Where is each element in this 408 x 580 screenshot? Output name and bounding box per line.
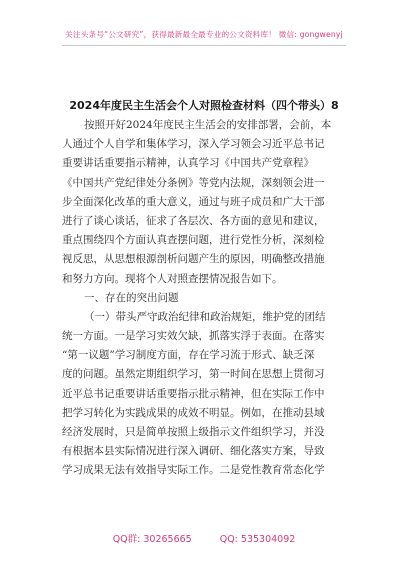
body-line: 进行了谈心谈话，征求了各层次、各方面的意见和建议， — [62, 214, 325, 227]
body-line: 步全面深化改革的重大意义，通过与班子成员和广大干部 — [62, 195, 325, 208]
footer-contacts — [0, 531, 408, 545]
body-line: 经济发展时，只是简单按照上级指示文件组织学习，并没 — [62, 426, 325, 438]
body-line: “第一议题”学习制度方面，存在学习流于形式、缺乏深 — [62, 349, 315, 362]
body-line: 重点围绕四个方面认真查摆问题，进行党性分析，深刻检 — [62, 234, 325, 247]
body-line: 《中国共产党纪律处分条例》等党内法规，深刻领会进一 — [62, 176, 325, 189]
header-divider — [62, 45, 346, 46]
body-line: 人通过个人自学和集体学习，深入学习领会习近平总书记 — [62, 138, 325, 151]
body-line: 有根据本县实际情况进行深入调研、细化落实方案，导致 — [62, 445, 325, 458]
header-note: 关注头条号“公文研究”，获得最新最全最专业的公文资料库！ 微信: gongwenyj — [65, 30, 343, 39]
footer-qq-group: QQ群: 30265665 — [112, 534, 192, 545]
section-heading: 一、存在的突出问题 — [84, 291, 179, 304]
body-line: （一）带头严守政治纪律和政治规矩，维护党的团结 — [84, 310, 326, 323]
document-title: 2024年度民主生活会个人对照检查材料（四个带头）8 — [69, 99, 339, 112]
footer-qq-contact: QQ: 535304092 — [219, 534, 296, 545]
body-line: 学习成果无法有效指导实际工作。二是党性教育常态化学 — [62, 464, 325, 477]
body-line: 度的问题。虽然定期组织学习，第一时间在思想上贯彻习 — [62, 368, 325, 381]
body-line: 近平总书记重要讲话重要指示批示精神，但在实际工作中 — [62, 387, 325, 400]
document-body — [62, 116, 346, 481]
body-line: 视反思，从思想根源剖析问题产生的原因，明确整改措施 — [62, 253, 325, 266]
body-line: 把学习转化为实践成果的成效不明显。例如，在推动县域 — [62, 406, 325, 419]
body-line: 重要讲话重要指示精神，认真学习《中国共产党章程》 — [62, 157, 314, 170]
body-line: 按照开好2024年度民主生活会的安排部署，会前，本 — [84, 119, 332, 131]
body-line: 统一方面。一是学习实效欠缺，抓落实浮于表面。在落实 — [62, 330, 325, 343]
body-line: 和努力方向。现将个人对照查摆情况报告如下。 — [62, 272, 283, 285]
